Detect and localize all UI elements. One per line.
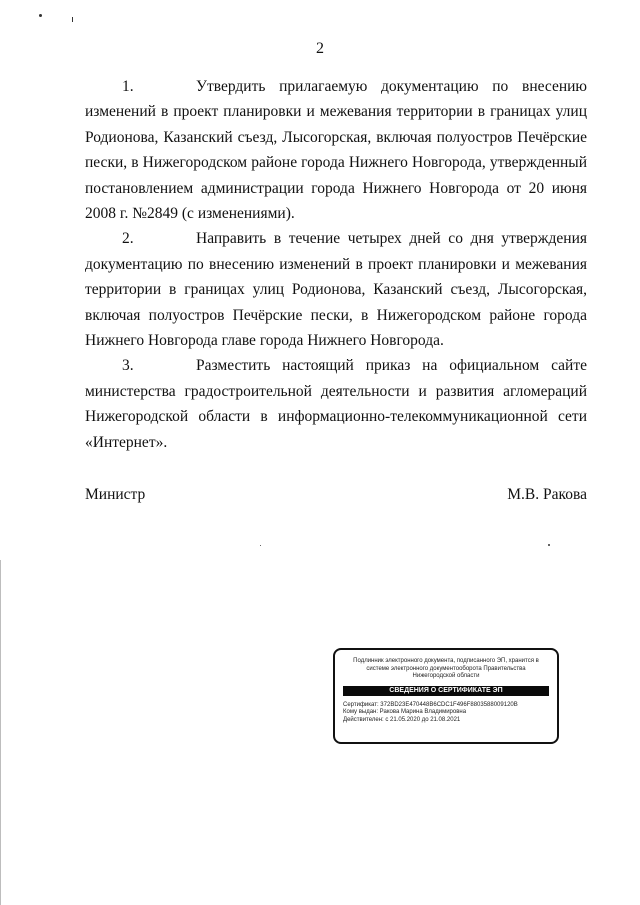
scan-speck <box>39 14 42 17</box>
paragraph-text: Разместить настоящий приказ на официальном сайте министерства градостроительной деятельности и развития агломераций Нижегородской области в информационно-телекоммуникационной сети «Интернет». <box>85 357 587 451</box>
stamp-caption: Подлинник электронного документа, подписанного ЭП, хранится в системе электронного документооборота Правительства Нижегородской области <box>353 658 539 680</box>
scan-speck <box>260 545 261 546</box>
signature-block <box>85 486 587 504</box>
scan-speck <box>548 544 550 546</box>
paragraph-number: 3. <box>122 357 134 375</box>
stamp-header: СВЕДЕНИЯ О СЕРТИФИКАТЕ ЭП <box>343 686 549 696</box>
paragraph-number: 2. <box>122 230 134 248</box>
certificate-number: Сертификат: 372BD23E470448B6CDC1F496F8803588009120B <box>343 701 518 708</box>
signer-title: Министр <box>85 486 146 503</box>
certificate-validity: Действителен: с 21.05.2020 до 21.08.2021 <box>343 716 461 723</box>
page-number: 2 <box>316 40 324 57</box>
paragraph-1 <box>85 74 587 226</box>
signer-name: М.В. Ракова <box>507 486 587 503</box>
paragraph-text: Утвердить прилагаемую документацию по внесению изменений в проект планировки и межевания территории в границах улиц Родионова, Казанский съезд, Лысогорская, включая полуостров Печёрские пески, в Нижегородском районе города Нижнего Новгорода, утвержденный постановлением администрации города Нижнего Новгорода от 20 июня 2008 г. №2849 (с изменениями). <box>85 78 587 223</box>
scan-speck <box>72 17 73 22</box>
digital-signature-stamp <box>333 648 559 744</box>
stamp-details <box>343 702 549 725</box>
document-body <box>85 74 587 455</box>
certificate-owner: Кому выдан: Ракова Марина Владимировна <box>343 709 467 716</box>
paragraph-3 <box>85 353 587 455</box>
paragraph-text: Направить в течение четырех дней со дня утверждения документацию по внесению изменений в проект планировки и межевания территории в границах улиц Родионова, Казанский съезд, Лысогорская, включая полуостров Печёрские пески, в Нижегородском районе города Нижнего Новгорода главе города Нижнего Новгорода. <box>85 230 587 350</box>
paragraph-2 <box>85 226 587 353</box>
paragraph-number: 1. <box>122 78 134 95</box>
scan-edge <box>0 560 1 905</box>
